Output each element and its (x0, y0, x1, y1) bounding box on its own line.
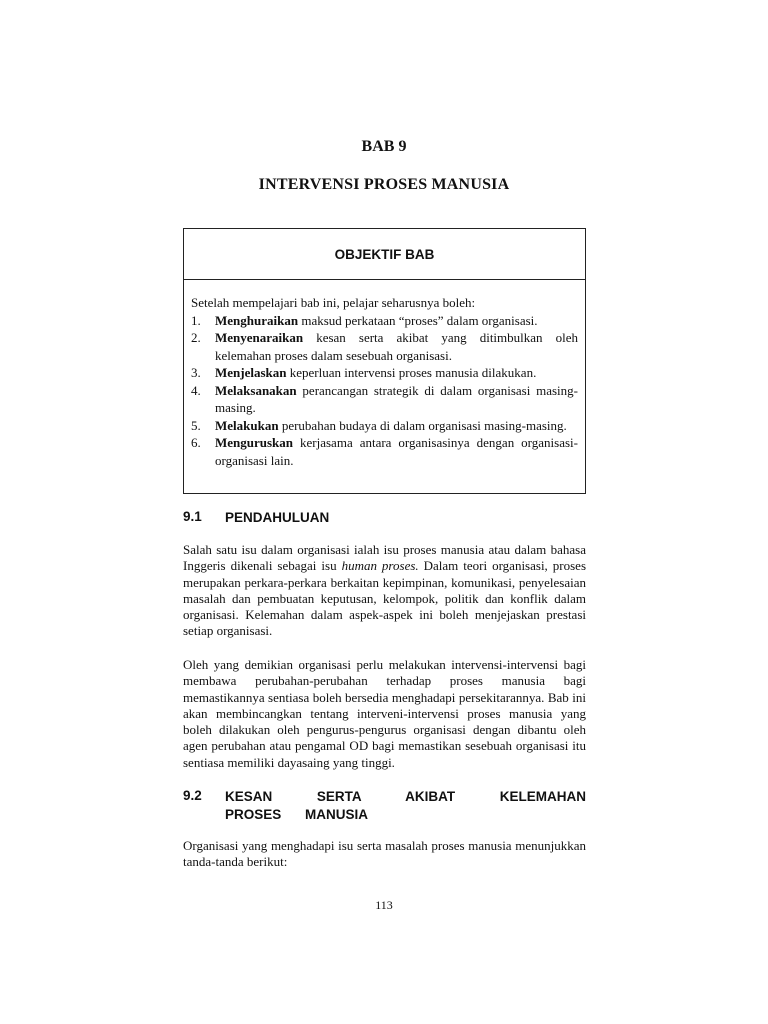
body-paragraph (183, 542, 586, 640)
paragraph-text: Dalam teori organisasi, proses merupakan perkara-perkara berkaitan kepimpinan, komunikasi, penyelesaian masalah dan pembuatan keputusan, kelompok, politik dan konflik dalam organisasi. Kelemahan dalam aspek-aspek ini boleh menjejaskan prestasi setiap organisasi. (183, 558, 586, 639)
objective-verb: Melakukan (215, 417, 279, 433)
section-number: 9.2 (183, 788, 202, 803)
objective-description: kerjasama antara organisasinya dengan organisasi-organisasi lain. (215, 435, 578, 468)
objective-number: 4. (191, 382, 201, 398)
objective-verb: Melaksanakan (215, 382, 297, 398)
objective-item (191, 417, 578, 435)
objective-description: kesan serta akibat yang ditimbulkan oleh kelemahan proses dalam sesebuah organisasi. (215, 330, 578, 363)
objective-text (215, 312, 578, 330)
objective-description: keperluan intervensi proses manusia dilakukan. (286, 365, 537, 380)
objective-verb: Menyenaraikan (215, 330, 304, 345)
objectives-list (191, 312, 578, 470)
body-paragraph: Organisasi yang menghadapi isu serta masalah proses manusia menunjukkan tanda-tanda berikut: (183, 838, 586, 870)
objectives-body (184, 280, 585, 469)
objective-text (215, 364, 578, 382)
objective-verb: Menguruskan (215, 435, 294, 450)
objective-item (191, 329, 578, 364)
objective-item (191, 364, 578, 382)
objective-number: 5. (191, 417, 201, 433)
objective-number: 6. (191, 435, 201, 450)
section-heading (183, 788, 586, 824)
chapter-number: BAB 9 (361, 138, 407, 155)
section-title: PENDAHULUAN (225, 510, 330, 525)
objectives-heading: OBJEKTIF BAB (184, 229, 585, 280)
objective-text (215, 329, 578, 364)
objective-verb: Menghuraikan (215, 312, 299, 328)
objective-description: maksud perkataan “proses” dalam organisasi. (298, 312, 538, 328)
section-title: KESAN SERTA AKIBAT KELEMAHAN PROSES MANUSIA (225, 789, 586, 822)
objective-item (191, 382, 578, 417)
objectives-intro: Setelah mempelajari bab ini, pelajar seharusnya boleh: (191, 295, 476, 310)
objective-number: 1. (191, 312, 201, 328)
chapter-title: INTERVENSI PROSES MANUSIA (258, 176, 510, 193)
paragraph-text: Salah satu isu dalam organisasi ialah isu proses manusia atau dalam bahasa Inggeris dikenali sebagai isu (183, 542, 586, 574)
objectives-box (183, 228, 586, 494)
objective-description: perubahan budaya di dalam organisasi masing-masing. (278, 417, 567, 433)
objective-description: perancangan strategik di dalam organisasi masing-masing. (215, 382, 578, 415)
objective-item (191, 312, 578, 330)
italic-term: human proses. (341, 558, 419, 574)
objective-verb: Menjelaskan (215, 365, 287, 380)
objective-item (191, 434, 578, 469)
objective-text (215, 382, 578, 417)
objective-text (215, 417, 578, 435)
page-number: 113 (375, 898, 393, 912)
objective-text (215, 434, 578, 469)
objective-number: 3. (191, 365, 201, 380)
section-number: 9.1 (183, 509, 202, 524)
body-paragraph: Oleh yang demikian organisasi perlu melakukan intervensi-intervensi bagi membawa perubahan-perubahan terhadap proses manusia bagi memastikannya sentiasa boleh bersedia menghadapi persekitarannya. Bab ini akan membincangkan tentang interveni-intervensi proses manusia yang boleh dilakukan oleh pengurus-pengurus organisasi dengan dibantu oleh agen perubahan atau pengamal OD bagi memastikan sesebuah organisasi itu sentiasa memiliki dayasaing yang tinggi. (183, 657, 586, 770)
section-heading (183, 509, 586, 527)
objective-number: 2. (191, 330, 201, 345)
